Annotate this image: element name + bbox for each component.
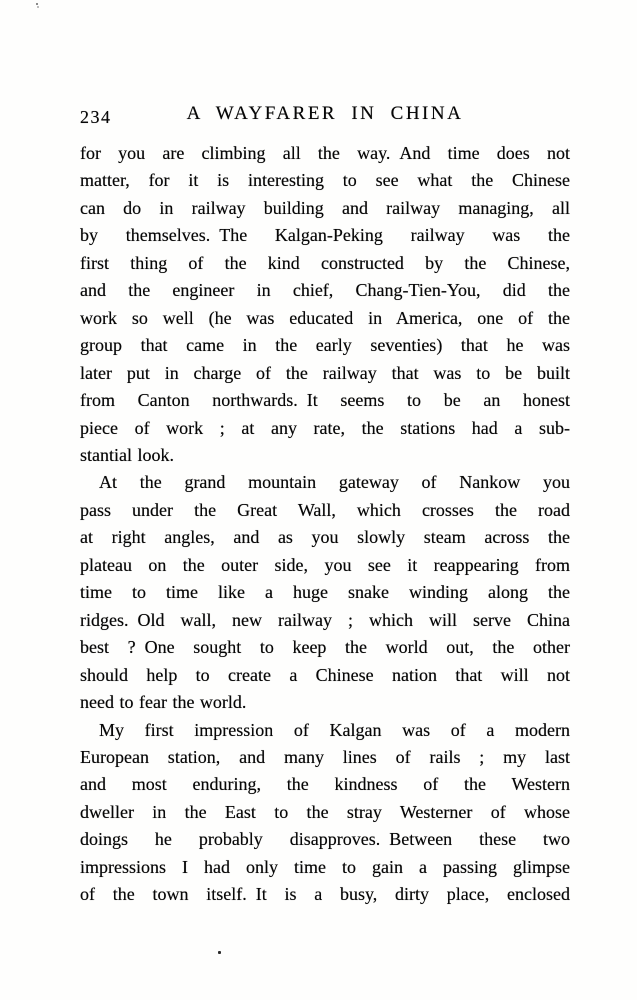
text-line: dweller in the East to the stray Westerner of whose	[80, 801, 570, 822]
text-line: stantial look.	[80, 444, 174, 465]
text-line-paragraph-start: My first impression of Kalgan was of a modern	[99, 719, 570, 740]
text-line: and the engineer in chief, Chang-Tien-You, did the	[80, 280, 570, 301]
text-line: time to time like a huge snake winding along the	[80, 582, 570, 603]
text-line-paragraph-start: At the grand mountain gateway of Nankow you	[99, 472, 570, 493]
text-line: for you are climbing all the way. And time does not	[80, 143, 570, 163]
text-line: pass under the Great Wall, which crosses the road	[80, 499, 570, 520]
text-line: doings he probably disapproves. Between these two	[80, 829, 570, 850]
text-line: ridges. Old wall, new railway ; which will serve China	[80, 609, 570, 630]
scan-speck-bottom	[218, 951, 221, 954]
text-line: best ? One sought to keep the world out, the other	[80, 637, 570, 658]
text-line: matter, for it is interesting to see what the Chinese	[80, 170, 570, 191]
text-line: group that came in the early seventies) that he was	[80, 335, 570, 356]
text-line: can do in railway building and railway managing, all	[80, 197, 570, 218]
text-line: later put in charge of the railway that was to be built	[80, 362, 570, 383]
text-line: plateau on the outer side, you see it reappearing from	[80, 554, 570, 575]
text-line: and most enduring, the kindness of the Western	[80, 774, 570, 795]
page-body-text	[80, 140, 570, 909]
page-number: 234	[80, 107, 112, 127]
text-line: impressions I had only time to gain a passing glimpse	[80, 856, 570, 877]
text-line: first thing of the kind constructed by the Chinese,	[80, 252, 570, 273]
text-line: at right angles, and as you slowly steam across the	[80, 527, 570, 548]
text-line: should help to create a Chinese nation that will not	[80, 664, 570, 685]
text-line: of the town itself. It is a busy, dirty place, enclosed	[80, 884, 570, 905]
text-line: by themselves. The Kalgan-Peking railway was the	[80, 225, 570, 246]
running-title: A WAYFARER IN CHINA	[186, 103, 464, 124]
text-line: from Canton northwards. It seems to be an honest	[80, 390, 570, 411]
scan-speck-top	[36, 3, 38, 5]
page-header	[80, 103, 570, 131]
text-line: need to fear the world.	[80, 692, 247, 713]
text-line: piece of work ; at any rate, the stations had a sub-	[80, 417, 570, 438]
text-line: European station, and many lines of rails ; my last	[80, 746, 570, 767]
text-line: work so well (he was educated in America, one of the	[80, 307, 570, 328]
